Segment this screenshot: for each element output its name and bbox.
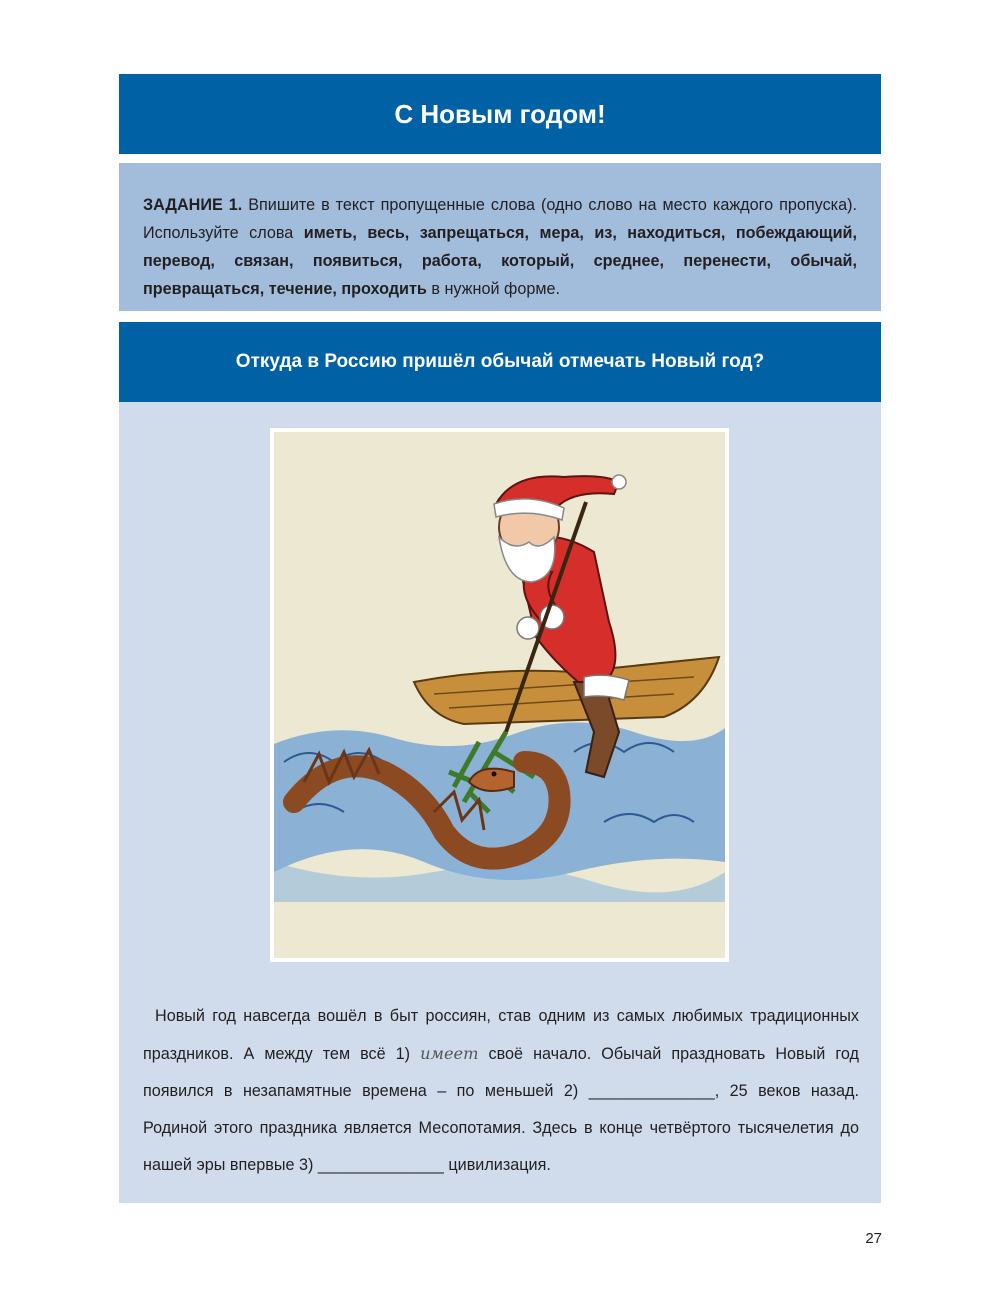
- text-part-2: своё начало. Обычай праздновать Новый год появился в незапамятные времена – по меньшей 2) ______________, 25 веков назад. Родиной этого праздника является Месопотамия. Здесь в конце четвёртого тысячелетия до нашей эры впервые 3) ______________ цивилизация.: [143, 1045, 859, 1174]
- santa-dragon-illustration: [270, 428, 729, 962]
- page-title: С Новым годом!: [394, 98, 606, 129]
- task-intro: Впишите в текст пропущенные слова (одно слово на место каждого пропуска). Используйте слова: [143, 196, 857, 242]
- task-label: ЗАДАНИЕ 1.: [143, 196, 243, 214]
- content-panel: [119, 402, 881, 1203]
- sample-answer-1: имеет: [420, 1044, 479, 1063]
- page-title-banner: [119, 74, 881, 154]
- text-part-1: Новый год навсегда вошёл в быт россиян, став одним из самых любимых традиционных праздников. А между тем всё 1): [143, 1007, 859, 1063]
- section-title-banner: [119, 322, 881, 402]
- section-title: Откуда в Россию пришёл обычай отмечать Новый год?: [235, 351, 765, 372]
- task-instructions: [119, 163, 881, 311]
- page-number: 27: [865, 1230, 882, 1247]
- task-outro: в нужной форме.: [426, 280, 560, 298]
- text-with-gaps: [143, 998, 859, 1184]
- task-word-list: иметь, весь, запрещаться, мера, из, находиться, побеждающий, перевод, связан, появиться, работа, который, среднее, перенести, обычай, превращаться, течение, проходить: [143, 224, 857, 298]
